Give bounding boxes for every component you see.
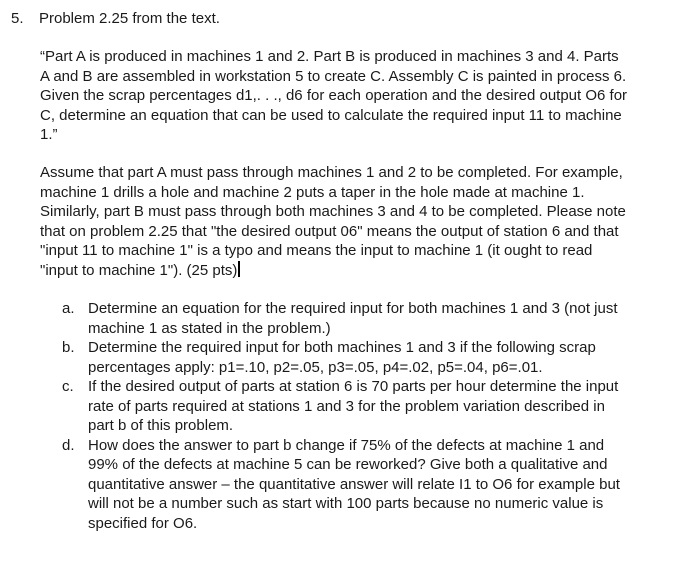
subquestion-marker: a. [62,300,75,317]
subquestion-a [62,299,622,338]
subquestion-marker: d. [62,436,75,454]
subquestion-text: Determine an equation for the required input for both machines 1 and 3 (not just machine 1 as stated in the problem.) [88,300,618,337]
subquestion-list [62,299,622,533]
question-heading [11,9,220,28]
subquestion-text: If the desired output of parts at station 6 is 70 parts per hour determine the input rate of parts required at stations 1 and 3 for the problem variation described in part b of this problem. [88,378,619,434]
question-number: 5. [11,10,24,27]
subquestion-b [62,338,622,377]
problem-quote: “Part A is produced in machines 1 and 2. Part B is produced in machines 3 and 4. Parts A and B are assembled in workstation 5 to create C. Assembly C is painted in process 6. Given the scrap percentages d1,. . ., d6 for each operation and the desired output O6 for C, determine an equation that can be used to calculate the required input 11 to machine 1.” [40,48,628,143]
subquestion-d [62,436,622,534]
subquestion-c [62,377,622,436]
text-cursor [238,261,240,277]
subquestion-text: Determine the required input for both machines 1 and 3 if the following scrap percentages apply: p1=.10, p2=.05, p3=.05, p4=.02, p5=.04, p6=.01. [88,339,596,376]
subquestion-text: How does the answer to part b change if 75% of the defects at machine 1 and 99% of the defects at machine 5 can be reworked? Give both a qualitative and quantitative answer – the quantitative answer will relate I1 to O6 for example but will not be a number such as start with 100 parts because no numeric value is specified for O6. [88,436,620,532]
subquestion-marker: b. [62,339,75,356]
assumption-paragraph [40,163,630,280]
assumption-text: Assume that part A must pass through machines 1 and 2 to be completed. For example, machine 1 drills a hole and machine 2 puts a taper in the hole made at machine 1. Similarly, part B must pass through both machines 3 and 4 to be completed. Please note that on problem 2.25 that "the desired output 06" means the output of station 6 and that "input 11 to machine 1" is a typo and means the input to machine 1 (it ought to read "input to machine 1"). (25 pts) [40,164,626,279]
subquestion-marker: c. [62,378,74,395]
question-title: Problem 2.25 from the text. [39,10,220,27]
